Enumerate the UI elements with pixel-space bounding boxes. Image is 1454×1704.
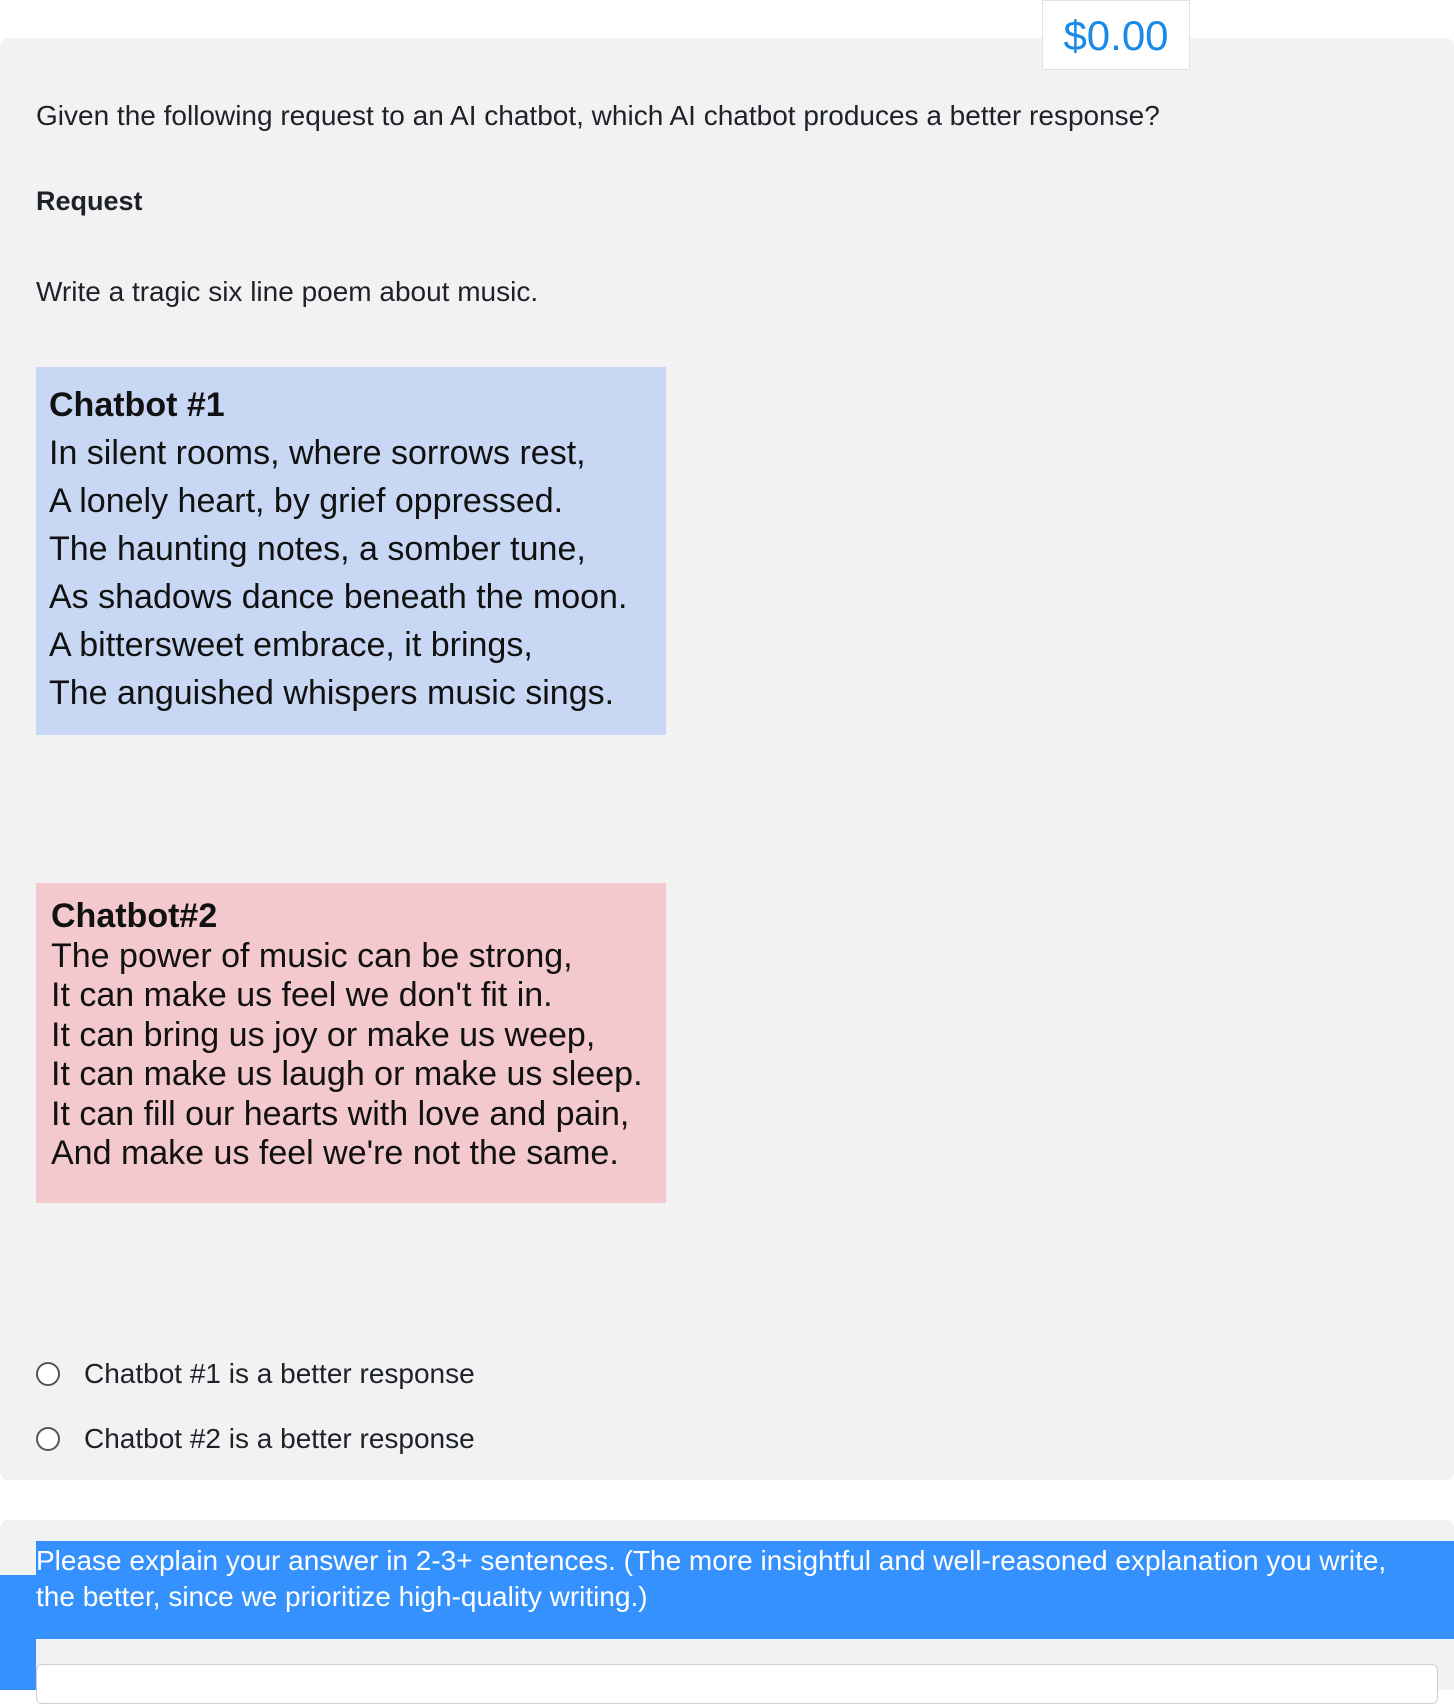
reward-amount: $0.00 <box>1042 0 1190 70</box>
explanation-input[interactable] <box>36 1664 1438 1704</box>
chatbot-2-line: The power of music can be strong, <box>51 936 573 975</box>
chatbot-2-line: It can fill our hearts with love and pain, <box>51 1094 630 1133</box>
request-text: Write a tragic six line poem about music. <box>36 276 539 307</box>
chatbot-1-line: A bittersweet embrace, it brings, <box>49 626 533 664</box>
option-label[interactable]: Chatbot #1 is a better response <box>84 1358 475 1389</box>
chatbot-1-line: A lonely heart, by grief oppressed. <box>49 482 564 520</box>
chatbot-1-line: In silent rooms, where sorrows rest, <box>49 434 586 472</box>
chatbot-1-line: The anguished whispers music sings. <box>49 674 615 712</box>
option-label[interactable]: Chatbot #2 is a better response <box>84 1423 475 1454</box>
chatbot-1-title: Chatbot #1 <box>49 386 225 424</box>
radio-button[interactable] <box>36 1362 60 1386</box>
question-panel <box>0 38 1454 1480</box>
option-chatbot-2-better[interactable] <box>36 1419 475 1459</box>
question-text: Given the following request to an AI chatbot, which AI chatbot produces a better response? <box>36 100 1160 131</box>
chatbot-1-line: As shadows dance beneath the moon. <box>49 578 628 616</box>
chatbot-2-line: It can make us feel we don't fit in. <box>51 976 553 1014</box>
chatbot-2-line: It can make us laugh or make us sleep. <box>51 1055 643 1093</box>
chatbot-2-line: And make us feel we're not the same. <box>51 1134 619 1172</box>
request-heading: Request <box>36 186 143 216</box>
option-chatbot-1-better[interactable] <box>36 1354 475 1394</box>
explanation-prompt: Please explain your answer in 2-3+ sentences. (The more insightful and well-reasoned explanation you write, the better, since we prioritize high-quality writing.) <box>36 1545 1387 1612</box>
chatbot-1-response <box>36 367 666 735</box>
chatbot-2-title: Chatbot#2 <box>51 897 218 935</box>
chatbot-2-line: It can bring us joy or make us weep, <box>51 1015 596 1054</box>
explanation-prompt-highlight-edge <box>0 1575 36 1690</box>
radio-button[interactable] <box>36 1427 60 1451</box>
chatbot-2-response <box>36 883 666 1203</box>
chatbot-1-line: The haunting notes, a somber tune, <box>49 530 586 568</box>
